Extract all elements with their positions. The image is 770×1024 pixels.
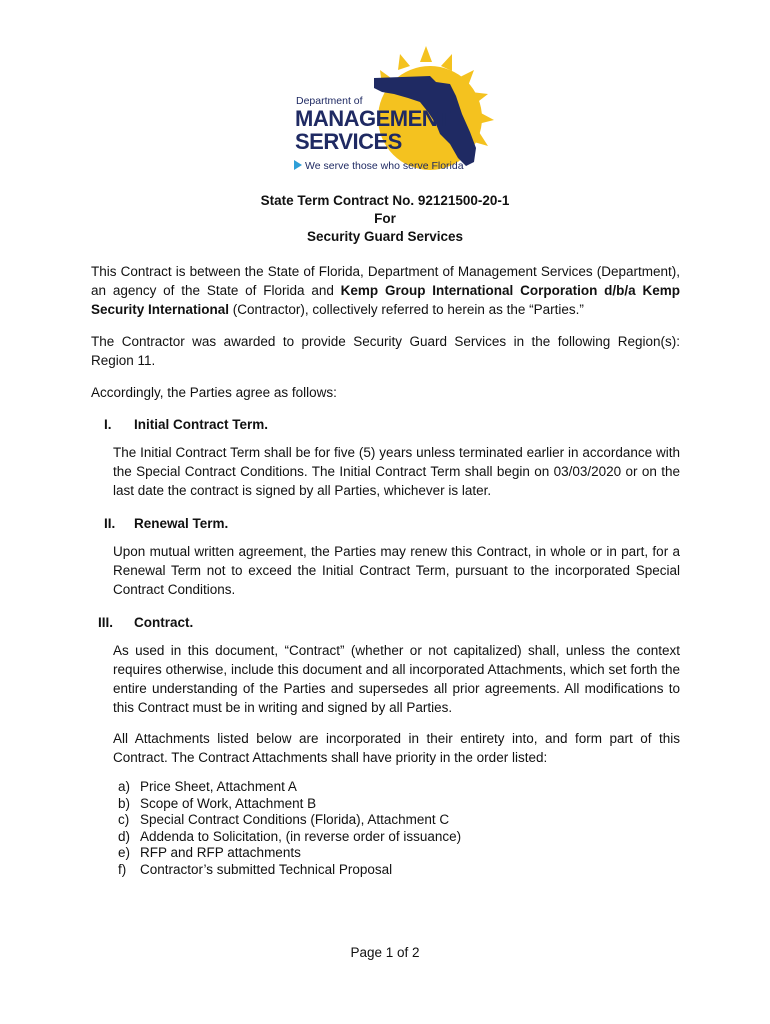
section-3-heading xyxy=(98,615,193,630)
logo-line-2: MANAGEMENT xyxy=(295,106,451,131)
contract-service-title: Security Guard Services xyxy=(306,229,464,244)
section-1-heading xyxy=(104,417,268,432)
intro-paragraph-3: Accordingly, the Parties agree as follows: xyxy=(91,385,337,400)
attachments-list xyxy=(118,779,461,878)
section-3-number: III. xyxy=(98,615,114,630)
logo-tagline-text: We serve those who serve Florida xyxy=(305,160,464,172)
list-item: c) Special Contract Conditions (Florida), Attachment C xyxy=(118,812,450,827)
section-2-body: Upon mutual written agreement, the Parties may renew this Contract, in whole or in part, for a Renewal Term not to exceed the Initial Contract Term, pursuant to the incorporated Special Contract Conditions. xyxy=(113,544,680,597)
section-1-number: I. xyxy=(104,417,112,432)
contractor-name: Kemp Group International Corporation d/b/a Kemp Security International xyxy=(91,283,681,317)
logo-wordmark xyxy=(295,107,450,153)
logo-line-3: SERVICES xyxy=(295,129,402,154)
list-item: b) Scope of Work, Attachment B xyxy=(118,795,317,811)
intro-text-a: This Contract is between the State of Florida, Department of Management Services (Department), an agency of the State of Florida and xyxy=(91,264,680,298)
list-item: d) Addenda to Solicitation, (in reverse order of issuance) xyxy=(118,828,462,844)
section-3-body: As used in this document, “Contract” (whether or not capitalized) shall, unless the context requires otherwise, include this document and all incorporated Attachments, which set forth the entire understanding of the Parties and supersedes all prior agreements. All modifications to this Contract must be in writing and signed by all Parties. xyxy=(113,643,680,715)
intro-text-b: (Contractor), collectively referred to herein as the “Parties.” xyxy=(229,302,584,317)
section-3-title: Contract. xyxy=(134,615,194,630)
section-2-title: Renewal Term. xyxy=(134,516,229,531)
page-number: Page 1 of 2 xyxy=(350,945,420,960)
contract-number-title: State Term Contract No. 92121500-20-1 xyxy=(260,193,510,208)
section-3-body-2: All Attachments listed below are incorporated in their entirety into, and form part of this Contract. The Contract Attachments shall have priority in the order listed: xyxy=(113,731,680,765)
play-arrow-icon xyxy=(294,160,302,170)
contract-title-for: For xyxy=(374,211,396,226)
section-2-number: II. xyxy=(104,516,116,531)
section-1-title: Initial Contract Term. xyxy=(134,417,269,432)
intro-paragraph-2: The Contractor was awarded to provide Security Guard Services in the following Region(s): Region 11. xyxy=(91,334,680,368)
section-2-heading xyxy=(104,516,228,531)
logo-tagline xyxy=(294,160,464,172)
intro-paragraph-1 xyxy=(91,262,680,319)
list-item: a) Price Sheet, Attachment A xyxy=(118,779,297,794)
logo-line-1: Department of xyxy=(296,95,363,107)
dms-logo xyxy=(290,40,500,180)
section-1-body: The Initial Contract Term shall be for five (5) years unless terminated earlier in accordance with the Special Contract Conditions. The Initial Contract Term shall begin on 03/03/2020 or on the last date the contract is signed by all Parties, whichever is later. xyxy=(113,445,680,498)
list-item: e) RFP and RFP attachments xyxy=(118,845,301,860)
list-item: f) Contractor’s submitted Technical Proposal xyxy=(118,861,393,877)
